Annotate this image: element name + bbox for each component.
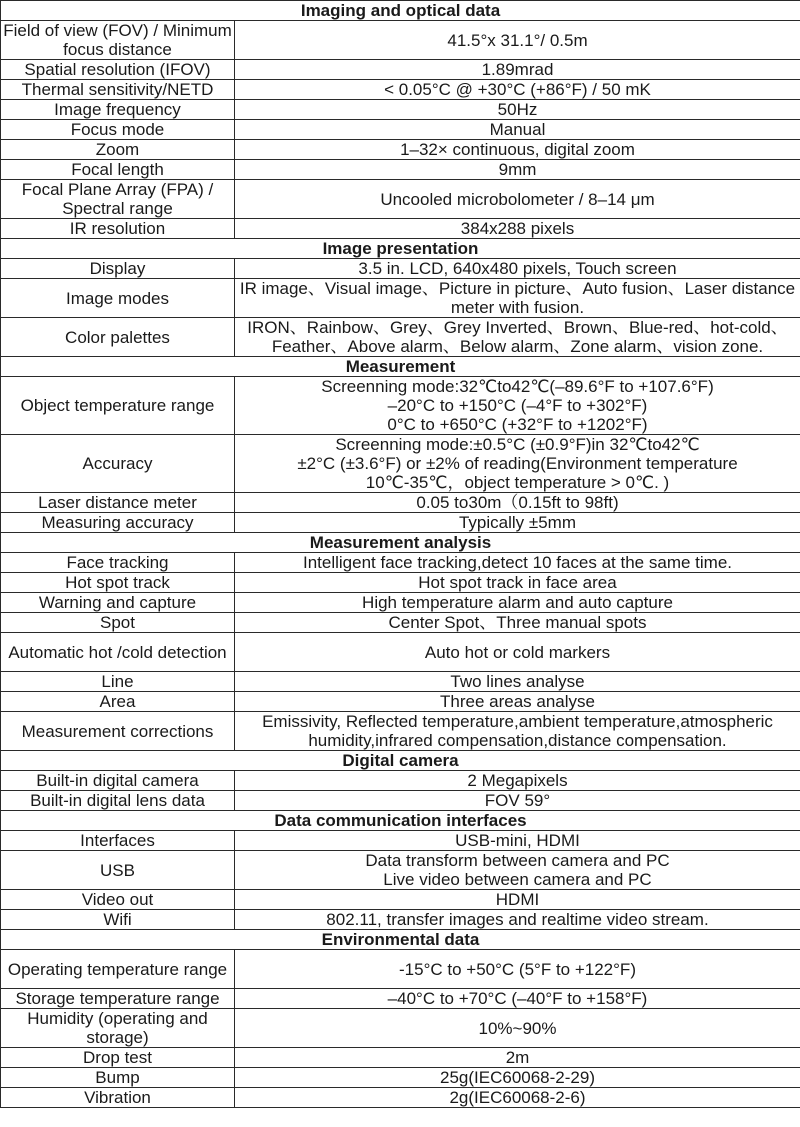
spec-value: 0.05 to30m（0.15ft to 98ft) bbox=[235, 493, 800, 513]
spec-value: 2g(IEC60068-2-6) bbox=[235, 1088, 800, 1108]
spec-row bbox=[1, 21, 800, 60]
spec-value: Uncooled microbolometer / 8–14 μm bbox=[235, 180, 800, 219]
spec-value: –40°C to +70°C (–40°F to +158°F) bbox=[235, 989, 800, 1009]
spec-label: Operating temperature range bbox=[1, 950, 235, 989]
spec-label: Spatial resolution (IFOV) bbox=[1, 60, 235, 80]
spec-row bbox=[1, 80, 800, 100]
spec-label: Object temperature range bbox=[1, 377, 235, 435]
spec-value: 3.5 in. LCD, 640x480 pixels, Touch screen bbox=[235, 259, 800, 279]
spec-value: Three areas analyse bbox=[235, 692, 800, 712]
spec-label: Image modes bbox=[1, 279, 235, 318]
spec-row bbox=[1, 377, 800, 435]
section-title: Imaging and optical data bbox=[1, 1, 800, 21]
spec-row bbox=[1, 553, 800, 573]
spec-row bbox=[1, 60, 800, 80]
spec-row bbox=[1, 890, 800, 910]
spec-label: Focal Plane Array (FPA) / Spectral range bbox=[1, 180, 235, 219]
spec-value: 9mm bbox=[235, 160, 800, 180]
spec-label: Field of view (FOV) / Minimum focus distance bbox=[1, 21, 235, 60]
spec-row bbox=[1, 1009, 800, 1048]
spec-row bbox=[1, 160, 800, 180]
spec-label: Wifi bbox=[1, 910, 235, 930]
spec-value: Emissivity, Reflected temperature,ambient temperature,atmospheric humidity,infrared compensation,distance compensation. bbox=[235, 712, 800, 751]
spec-label: IR resolution bbox=[1, 219, 235, 239]
spec-row bbox=[1, 1048, 800, 1068]
spec-value: Center Spot、Three manual spots bbox=[235, 613, 800, 633]
spec-label: Line bbox=[1, 672, 235, 692]
spec-row bbox=[1, 573, 800, 593]
spec-row bbox=[1, 279, 800, 318]
spec-label: Built-in digital lens data bbox=[1, 791, 235, 811]
spec-label: Automatic hot /cold detection bbox=[1, 633, 235, 672]
spec-row bbox=[1, 910, 800, 930]
spec-row bbox=[1, 771, 800, 791]
spec-row bbox=[1, 219, 800, 239]
spec-row bbox=[1, 950, 800, 989]
spec-row bbox=[1, 435, 800, 493]
spec-row bbox=[1, 318, 800, 357]
spec-value: USB-mini, HDMI bbox=[235, 831, 800, 851]
spec-row bbox=[1, 672, 800, 692]
spec-label: Drop test bbox=[1, 1048, 235, 1068]
spec-label: Image frequency bbox=[1, 100, 235, 120]
spec-row bbox=[1, 180, 800, 219]
spec-label: Spot bbox=[1, 613, 235, 633]
spec-label: Built-in digital camera bbox=[1, 771, 235, 791]
section-title: Digital camera bbox=[1, 751, 800, 771]
spec-value: HDMI bbox=[235, 890, 800, 910]
spec-value: 1–32× continuous, digital zoom bbox=[235, 140, 800, 160]
section-header bbox=[1, 533, 800, 553]
spec-value: 2m bbox=[235, 1048, 800, 1068]
spec-value: 25g(IEC60068-2-29) bbox=[235, 1068, 800, 1088]
spec-label: Focus mode bbox=[1, 120, 235, 140]
spec-label: Humidity (operating and storage) bbox=[1, 1009, 235, 1048]
spec-value: Screenning mode:±0.5°C (±0.9°F)in 32℃to42℃ ±2°C (±3.6°F) or ±2% of reading(Environment temperature 10℃-35℃，object temperature > 0℃. ) bbox=[235, 435, 800, 493]
spec-table-body bbox=[1, 1, 800, 1108]
spec-value: Typically ±5mm bbox=[235, 513, 800, 533]
spec-value: < 0.05°C @ +30°C (+86°F) / 50 mK bbox=[235, 80, 800, 100]
spec-label: USB bbox=[1, 851, 235, 890]
section-title: Measurement bbox=[1, 357, 800, 377]
spec-value: High temperature alarm and auto capture bbox=[235, 593, 800, 613]
spec-label: Storage temperature range bbox=[1, 989, 235, 1009]
spec-label: Laser distance meter bbox=[1, 493, 235, 513]
spec-row bbox=[1, 851, 800, 890]
spec-row bbox=[1, 1068, 800, 1088]
spec-row bbox=[1, 493, 800, 513]
spec-row bbox=[1, 259, 800, 279]
spec-label: Measurement corrections bbox=[1, 712, 235, 751]
section-title: Image presentation bbox=[1, 239, 800, 259]
spec-value: Hot spot track in face area bbox=[235, 573, 800, 593]
spec-label: Color palettes bbox=[1, 318, 235, 357]
spec-label: Display bbox=[1, 259, 235, 279]
spec-row bbox=[1, 692, 800, 712]
spec-row bbox=[1, 100, 800, 120]
spec-label: Hot spot track bbox=[1, 573, 235, 593]
spec-value: -15°C to +50°C (5°F to +122°F) bbox=[235, 950, 800, 989]
spec-value: 802.11, transfer images and realtime video stream. bbox=[235, 910, 800, 930]
spec-row bbox=[1, 140, 800, 160]
spec-label: Vibration bbox=[1, 1088, 235, 1108]
spec-label: Bump bbox=[1, 1068, 235, 1088]
spec-label: Face tracking bbox=[1, 553, 235, 573]
spec-label: Focal length bbox=[1, 160, 235, 180]
spec-row bbox=[1, 613, 800, 633]
spec-label: Video out bbox=[1, 890, 235, 910]
spec-label: Interfaces bbox=[1, 831, 235, 851]
spec-row bbox=[1, 593, 800, 613]
spec-value: 41.5°x 31.1°/ 0.5m bbox=[235, 21, 800, 60]
spec-label: Warning and capture bbox=[1, 593, 235, 613]
spec-value: Data transform between camera and PC Live video between camera and PC bbox=[235, 851, 800, 890]
spec-value: Auto hot or cold markers bbox=[235, 633, 800, 672]
spec-value: Manual bbox=[235, 120, 800, 140]
spec-row bbox=[1, 791, 800, 811]
section-header bbox=[1, 751, 800, 771]
spec-row bbox=[1, 989, 800, 1009]
section-header bbox=[1, 1, 800, 21]
spec-value: Screenning mode:32℃to42℃(–89.6°F to +107.6°F) –20°C to +150°C (–4°F to +302°F) 0°C to +650°C (+32°F to +1202°F) bbox=[235, 377, 800, 435]
spec-value: 2 Megapixels bbox=[235, 771, 800, 791]
spec-label: Measuring accuracy bbox=[1, 513, 235, 533]
spec-value: IR image、Visual image、Picture in picture、Auto fusion、Laser distance meter with fusion. bbox=[235, 279, 800, 318]
spec-label: Accuracy bbox=[1, 435, 235, 493]
spec-row bbox=[1, 513, 800, 533]
spec-value: Intelligent face tracking,detect 10 faces at the same time. bbox=[235, 553, 800, 573]
section-header bbox=[1, 357, 800, 377]
spec-value: IRON、Rainbow、Grey、Grey Inverted、Brown、Blue-red、hot-cold、Feather、Above alarm、Below alarm、Zone alarm、vision zone. bbox=[235, 318, 800, 357]
spec-row bbox=[1, 120, 800, 140]
spec-label: Area bbox=[1, 692, 235, 712]
spec-value: 50Hz bbox=[235, 100, 800, 120]
spec-row bbox=[1, 633, 800, 672]
section-title: Measurement analysis bbox=[1, 533, 800, 553]
section-header bbox=[1, 930, 800, 950]
section-title: Data communication interfaces bbox=[1, 811, 800, 831]
spec-row bbox=[1, 831, 800, 851]
section-header bbox=[1, 239, 800, 259]
spec-row bbox=[1, 1088, 800, 1108]
spec-label: Thermal sensitivity/NETD bbox=[1, 80, 235, 100]
spec-row bbox=[1, 712, 800, 751]
section-title: Environmental data bbox=[1, 930, 800, 950]
spec-value: 1.89mrad bbox=[235, 60, 800, 80]
section-header bbox=[1, 811, 800, 831]
spec-value: FOV 59° bbox=[235, 791, 800, 811]
spec-value: 10%~90% bbox=[235, 1009, 800, 1048]
spec-label: Zoom bbox=[1, 140, 235, 160]
spec-value: Two lines analyse bbox=[235, 672, 800, 692]
spec-value: 384x288 pixels bbox=[235, 219, 800, 239]
